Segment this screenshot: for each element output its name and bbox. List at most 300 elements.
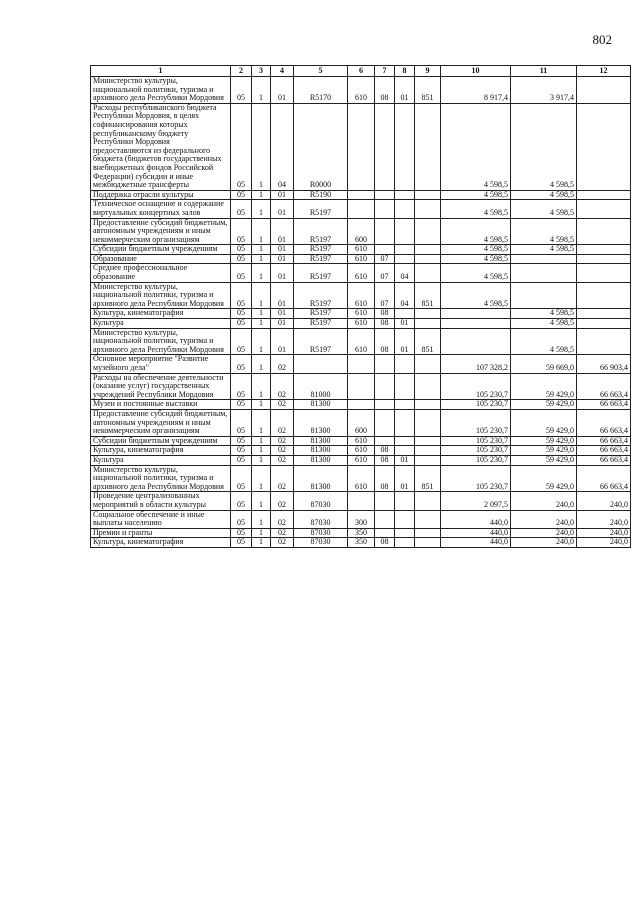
- program-code: 01: [271, 254, 294, 264]
- row-name: Среднее профессиональное образование: [91, 264, 231, 282]
- amount-col-12: [577, 254, 631, 264]
- program-code: 02: [271, 465, 294, 492]
- table-row: [91, 77, 631, 104]
- program-code: 02: [271, 400, 294, 410]
- amount-col-10: [441, 328, 511, 355]
- expense-type: [348, 355, 375, 373]
- ministry-code: [415, 373, 441, 400]
- row-name: Субсидии бюджетным учреждениям: [91, 245, 231, 255]
- row-name: Предоставление субсидий бюджетным, автономным учреждениям и иным некоммерческим организациям: [91, 218, 231, 245]
- amount-col-10: [441, 309, 511, 319]
- amount-col-12: 240,0: [577, 538, 631, 548]
- amount-col-12: [577, 309, 631, 319]
- amount-col-11: 240,0: [511, 528, 577, 538]
- subsection-code: 1: [252, 103, 271, 190]
- table-row: [91, 510, 631, 528]
- subsection-code: 1: [252, 245, 271, 255]
- amount-col-10: 105 230,7: [441, 436, 511, 446]
- amount-col-10: 4 598,5: [441, 218, 511, 245]
- amount-col-11: 4 598,5: [511, 103, 577, 190]
- amount-col-11: 59 429,0: [511, 465, 577, 492]
- program-code: 02: [271, 446, 294, 456]
- program-code: 02: [271, 538, 294, 548]
- target-item: 81300: [294, 446, 348, 456]
- table-row: [91, 492, 631, 510]
- section-code: 05: [231, 355, 252, 373]
- expense-type: 300: [348, 510, 375, 528]
- amount-col-10: 8 917,4: [441, 77, 511, 104]
- section: [395, 538, 415, 548]
- subsection-code: 1: [252, 355, 271, 373]
- section-code: 05: [231, 264, 252, 282]
- target-item: [294, 355, 348, 373]
- section: [395, 200, 415, 218]
- expense-type: 610: [348, 309, 375, 319]
- section: [395, 492, 415, 510]
- section: 01: [395, 319, 415, 329]
- table-row: [91, 436, 631, 446]
- section: [395, 254, 415, 264]
- program-code: 01: [271, 264, 294, 282]
- subsection-code: 1: [252, 218, 271, 245]
- subsection-code: 1: [252, 400, 271, 410]
- program-code: 01: [271, 319, 294, 329]
- chapter: [375, 103, 395, 190]
- expense-type: [348, 492, 375, 510]
- section-code: 05: [231, 492, 252, 510]
- section: 01: [395, 455, 415, 465]
- chapter: 08: [375, 538, 395, 548]
- section-code: 05: [231, 103, 252, 190]
- target-item: R5197: [294, 309, 348, 319]
- amount-col-11: 240,0: [511, 510, 577, 528]
- target-item: 81300: [294, 455, 348, 465]
- row-name: Поддержка отрасли культуры: [91, 190, 231, 200]
- expense-type: 610: [348, 245, 375, 255]
- ministry-code: [415, 409, 441, 436]
- expense-type: [348, 400, 375, 410]
- budget-table-container: [90, 65, 630, 548]
- column-header-3: 3: [252, 66, 271, 77]
- amount-col-11: 4 598,5: [511, 309, 577, 319]
- amount-col-12: 240,0: [577, 528, 631, 538]
- column-header-4: 4: [271, 66, 294, 77]
- ministry-code: [415, 446, 441, 456]
- chapter: 08: [375, 455, 395, 465]
- section: [395, 190, 415, 200]
- row-name: Музеи и постоянные выставки: [91, 400, 231, 410]
- amount-col-11: 59 429,0: [511, 446, 577, 456]
- section-code: 05: [231, 538, 252, 548]
- program-code: 02: [271, 436, 294, 446]
- chapter: [375, 436, 395, 446]
- table-row: [91, 245, 631, 255]
- ministry-code: [415, 538, 441, 548]
- ministry-code: [415, 309, 441, 319]
- section-code: 05: [231, 409, 252, 436]
- section-code: 05: [231, 77, 252, 104]
- amount-col-10: 4 598,5: [441, 103, 511, 190]
- row-name: Министерство культуры, национальной политики, туризма и архивного дела Республики Мордовия: [91, 465, 231, 492]
- row-name: Министерство культуры, национальной политики, туризма и архивного дела Республики Мордовия: [91, 282, 231, 309]
- table-row: [91, 319, 631, 329]
- section: [395, 373, 415, 400]
- row-name: Культура: [91, 319, 231, 329]
- table-row: [91, 254, 631, 264]
- target-item: 81000: [294, 373, 348, 400]
- section: [395, 103, 415, 190]
- ministry-code: [415, 218, 441, 245]
- amount-col-12: 66 663,4: [577, 436, 631, 446]
- expense-type: 610: [348, 446, 375, 456]
- section-code: 05: [231, 282, 252, 309]
- row-name: Предоставление субсидий бюджетным, автономным учреждениям и иным некоммерческим организациям: [91, 409, 231, 436]
- target-item: R5197: [294, 319, 348, 329]
- amount-col-10: 4 598,5: [441, 200, 511, 218]
- section-code: 05: [231, 446, 252, 456]
- ministry-code: [415, 492, 441, 510]
- section-code: 05: [231, 510, 252, 528]
- chapter: [375, 373, 395, 400]
- column-header-11: 11: [511, 66, 577, 77]
- section-code: 05: [231, 528, 252, 538]
- section-code: 05: [231, 190, 252, 200]
- column-header-12: 12: [577, 66, 631, 77]
- row-name: Социальное обеспечение и иные выплаты населению: [91, 510, 231, 528]
- amount-col-10: 4 598,5: [441, 264, 511, 282]
- amount-col-11: 59 429,0: [511, 409, 577, 436]
- amount-col-10: 105 230,7: [441, 455, 511, 465]
- amount-col-11: [511, 282, 577, 309]
- section: 01: [395, 328, 415, 355]
- ministry-code: [415, 400, 441, 410]
- table-row: [91, 465, 631, 492]
- table-row: [91, 528, 631, 538]
- column-header-5: 5: [294, 66, 348, 77]
- section: 01: [395, 465, 415, 492]
- chapter: [375, 528, 395, 538]
- ministry-code: 851: [415, 465, 441, 492]
- program-code: 02: [271, 510, 294, 528]
- target-item: R5197: [294, 245, 348, 255]
- amount-col-12: 66 663,4: [577, 455, 631, 465]
- amount-col-10: 4 598,5: [441, 282, 511, 309]
- chapter: [375, 190, 395, 200]
- expense-type: [348, 200, 375, 218]
- budget-table: [90, 65, 631, 548]
- ministry-code: 851: [415, 282, 441, 309]
- section: [395, 436, 415, 446]
- section: [395, 528, 415, 538]
- subsection-code: 1: [252, 538, 271, 548]
- chapter: 08: [375, 328, 395, 355]
- row-name: Проведение централизованных мероприятий в области культуры: [91, 492, 231, 510]
- row-name: Культура: [91, 455, 231, 465]
- target-item: 81300: [294, 465, 348, 492]
- table-row: [91, 264, 631, 282]
- chapter: 08: [375, 446, 395, 456]
- section-code: 05: [231, 400, 252, 410]
- subsection-code: 1: [252, 409, 271, 436]
- ministry-code: [415, 190, 441, 200]
- target-item: 87030: [294, 528, 348, 538]
- row-name: Культура, кинематография: [91, 309, 231, 319]
- expense-type: [348, 190, 375, 200]
- amount-col-11: 4 598,5: [511, 190, 577, 200]
- amount-col-10: 440,0: [441, 510, 511, 528]
- amount-col-12: [577, 200, 631, 218]
- table-row: [91, 538, 631, 548]
- subsection-code: 1: [252, 465, 271, 492]
- chapter: 07: [375, 254, 395, 264]
- table-row: [91, 218, 631, 245]
- table-header-row: [91, 66, 631, 77]
- amount-col-11: 3 917,4: [511, 77, 577, 104]
- ministry-code: [415, 355, 441, 373]
- subsection-code: 1: [252, 446, 271, 456]
- program-code: 01: [271, 328, 294, 355]
- chapter: [375, 409, 395, 436]
- row-name: Культура, кинематография: [91, 446, 231, 456]
- amount-col-11: 240,0: [511, 538, 577, 548]
- column-header-6: 6: [348, 66, 375, 77]
- subsection-code: 1: [252, 282, 271, 309]
- amount-col-10: 4 598,5: [441, 190, 511, 200]
- subsection-code: 1: [252, 254, 271, 264]
- program-code: 01: [271, 309, 294, 319]
- amount-col-12: [577, 245, 631, 255]
- ministry-code: [415, 200, 441, 218]
- section-code: 05: [231, 254, 252, 264]
- section-code: 05: [231, 328, 252, 355]
- section-code: 05: [231, 309, 252, 319]
- program-code: 01: [271, 77, 294, 104]
- section-code: 05: [231, 200, 252, 218]
- amount-col-12: 66 663,4: [577, 446, 631, 456]
- table-row: [91, 455, 631, 465]
- subsection-code: 1: [252, 264, 271, 282]
- program-code: 01: [271, 218, 294, 245]
- target-item: R5197: [294, 282, 348, 309]
- ministry-code: [415, 254, 441, 264]
- amount-col-11: 59 429,0: [511, 436, 577, 446]
- chapter: [375, 400, 395, 410]
- table-row: [91, 400, 631, 410]
- expense-type: 610: [348, 319, 375, 329]
- amount-col-12: 66 663,4: [577, 409, 631, 436]
- amount-col-11: 59 429,0: [511, 373, 577, 400]
- amount-col-10: 2 097,5: [441, 492, 511, 510]
- ministry-code: [415, 455, 441, 465]
- subsection-code: 1: [252, 77, 271, 104]
- row-name: Расходы на обеспечение деятельности (оказание услуг) государственных учреждений Республики Мордовия: [91, 373, 231, 400]
- expense-type: 600: [348, 218, 375, 245]
- amount-col-11: 4 598,5: [511, 200, 577, 218]
- column-header-1: 1: [91, 66, 231, 77]
- row-name: Премии и гранты: [91, 528, 231, 538]
- target-item: R5197: [294, 264, 348, 282]
- amount-col-11: [511, 254, 577, 264]
- amount-col-11: 59 429,0: [511, 455, 577, 465]
- amount-col-12: [577, 77, 631, 104]
- expense-type: 600: [348, 409, 375, 436]
- ministry-code: [415, 103, 441, 190]
- program-code: 02: [271, 355, 294, 373]
- section: [395, 510, 415, 528]
- table-row: [91, 309, 631, 319]
- chapter: 08: [375, 77, 395, 104]
- amount-col-10: 105 230,7: [441, 373, 511, 400]
- row-name: Расходы республиканского бюджета Республики Мордовия, в целях софинансирования которых республиканскому бюджету Республики Мордовия предоставляются из федерального бюджета (бюджетов государственных внебюджетных фондов Российской Федерации) субсидии и иные межбюджетные трансферты: [91, 103, 231, 190]
- table-body: [91, 77, 631, 548]
- table-row: [91, 103, 631, 190]
- amount-col-12: [577, 103, 631, 190]
- amount-col-11: 4 598,5: [511, 218, 577, 245]
- amount-col-11: 4 598,5: [511, 245, 577, 255]
- expense-type: 610: [348, 436, 375, 446]
- table-row: [91, 355, 631, 373]
- amount-col-12: 66 663,4: [577, 373, 631, 400]
- row-name: Культура, кинематография: [91, 538, 231, 548]
- program-code: 02: [271, 492, 294, 510]
- chapter: 08: [375, 465, 395, 492]
- target-item: 87030: [294, 538, 348, 548]
- chapter: 07: [375, 282, 395, 309]
- ministry-code: [415, 319, 441, 329]
- amount-col-10: 105 230,7: [441, 465, 511, 492]
- expense-type: 610: [348, 254, 375, 264]
- target-item: R0000: [294, 103, 348, 190]
- column-header-2: 2: [231, 66, 252, 77]
- row-name: Субсидии бюджетным учреждениям: [91, 436, 231, 446]
- row-name: Основное мероприятие "Развитие музейного дела": [91, 355, 231, 373]
- amount-col-12: [577, 218, 631, 245]
- subsection-code: 1: [252, 373, 271, 400]
- program-code: 01: [271, 200, 294, 218]
- chapter: [375, 200, 395, 218]
- target-item: R5197: [294, 254, 348, 264]
- subsection-code: 1: [252, 309, 271, 319]
- subsection-code: 1: [252, 436, 271, 446]
- amount-col-10: 105 230,7: [441, 409, 511, 436]
- amount-col-12: [577, 282, 631, 309]
- expense-type: 350: [348, 528, 375, 538]
- amount-col-11: 59 669,0: [511, 355, 577, 373]
- expense-type: 350: [348, 538, 375, 548]
- expense-type: 610: [348, 264, 375, 282]
- section-code: 05: [231, 218, 252, 245]
- section-code: 05: [231, 245, 252, 255]
- amount-col-10: 105 230,7: [441, 400, 511, 410]
- amount-col-12: [577, 264, 631, 282]
- column-header-10: 10: [441, 66, 511, 77]
- target-item: R5197: [294, 200, 348, 218]
- section: [395, 400, 415, 410]
- target-item: R5190: [294, 190, 348, 200]
- section-code: 05: [231, 436, 252, 446]
- section: [395, 218, 415, 245]
- amount-col-10: 4 598,5: [441, 254, 511, 264]
- table-row: [91, 446, 631, 456]
- amount-col-11: 59 429,0: [511, 400, 577, 410]
- target-item: R5170: [294, 77, 348, 104]
- expense-type: [348, 103, 375, 190]
- program-code: 01: [271, 282, 294, 309]
- program-code: 02: [271, 455, 294, 465]
- target-item: 81300: [294, 400, 348, 410]
- program-code: 02: [271, 373, 294, 400]
- amount-col-12: 240,0: [577, 492, 631, 510]
- subsection-code: 1: [252, 528, 271, 538]
- table-row: [91, 328, 631, 355]
- subsection-code: 1: [252, 200, 271, 218]
- section: 04: [395, 282, 415, 309]
- amount-col-10: 4 598,5: [441, 245, 511, 255]
- section: [395, 409, 415, 436]
- amount-col-12: 240,0: [577, 510, 631, 528]
- subsection-code: 1: [252, 328, 271, 355]
- amount-col-12: 66 663,4: [577, 465, 631, 492]
- amount-col-11: [511, 264, 577, 282]
- program-code: 01: [271, 245, 294, 255]
- section: [395, 446, 415, 456]
- table-row: [91, 373, 631, 400]
- target-item: R5197: [294, 328, 348, 355]
- expense-type: [348, 373, 375, 400]
- amount-col-12: [577, 328, 631, 355]
- ministry-code: 851: [415, 328, 441, 355]
- ministry-code: [415, 245, 441, 255]
- amount-col-11: 240,0: [511, 492, 577, 510]
- chapter: [375, 510, 395, 528]
- column-header-7: 7: [375, 66, 395, 77]
- amount-col-10: 105 230,7: [441, 446, 511, 456]
- amount-col-12: [577, 190, 631, 200]
- expense-type: 610: [348, 455, 375, 465]
- expense-type: 610: [348, 465, 375, 492]
- section-code: 05: [231, 455, 252, 465]
- row-name: Министерство культуры, национальной политики, туризма и архивного дела Республики Мордовия: [91, 328, 231, 355]
- subsection-code: 1: [252, 510, 271, 528]
- section-code: 05: [231, 319, 252, 329]
- subsection-code: 1: [252, 492, 271, 510]
- ministry-code: [415, 264, 441, 282]
- target-item: 87030: [294, 492, 348, 510]
- amount-col-12: 66 903,4: [577, 355, 631, 373]
- table-row: [91, 190, 631, 200]
- ministry-code: [415, 528, 441, 538]
- section: [395, 245, 415, 255]
- page-number: 802: [592, 32, 612, 47]
- chapter: 07: [375, 264, 395, 282]
- section: 01: [395, 77, 415, 104]
- section: [395, 355, 415, 373]
- expense-type: 610: [348, 77, 375, 104]
- target-item: 81300: [294, 409, 348, 436]
- amount-col-10: 107 328,2: [441, 355, 511, 373]
- program-code: 02: [271, 409, 294, 436]
- subsection-code: 1: [252, 190, 271, 200]
- section-code: 05: [231, 373, 252, 400]
- table-row: [91, 200, 631, 218]
- row-name: Техническое оснащение и содержание виртуальных концертных залов: [91, 200, 231, 218]
- target-item: R5197: [294, 218, 348, 245]
- ministry-code: [415, 510, 441, 528]
- chapter: 08: [375, 309, 395, 319]
- amount-col-10: 440,0: [441, 538, 511, 548]
- amount-col-12: [577, 319, 631, 329]
- chapter: 08: [375, 319, 395, 329]
